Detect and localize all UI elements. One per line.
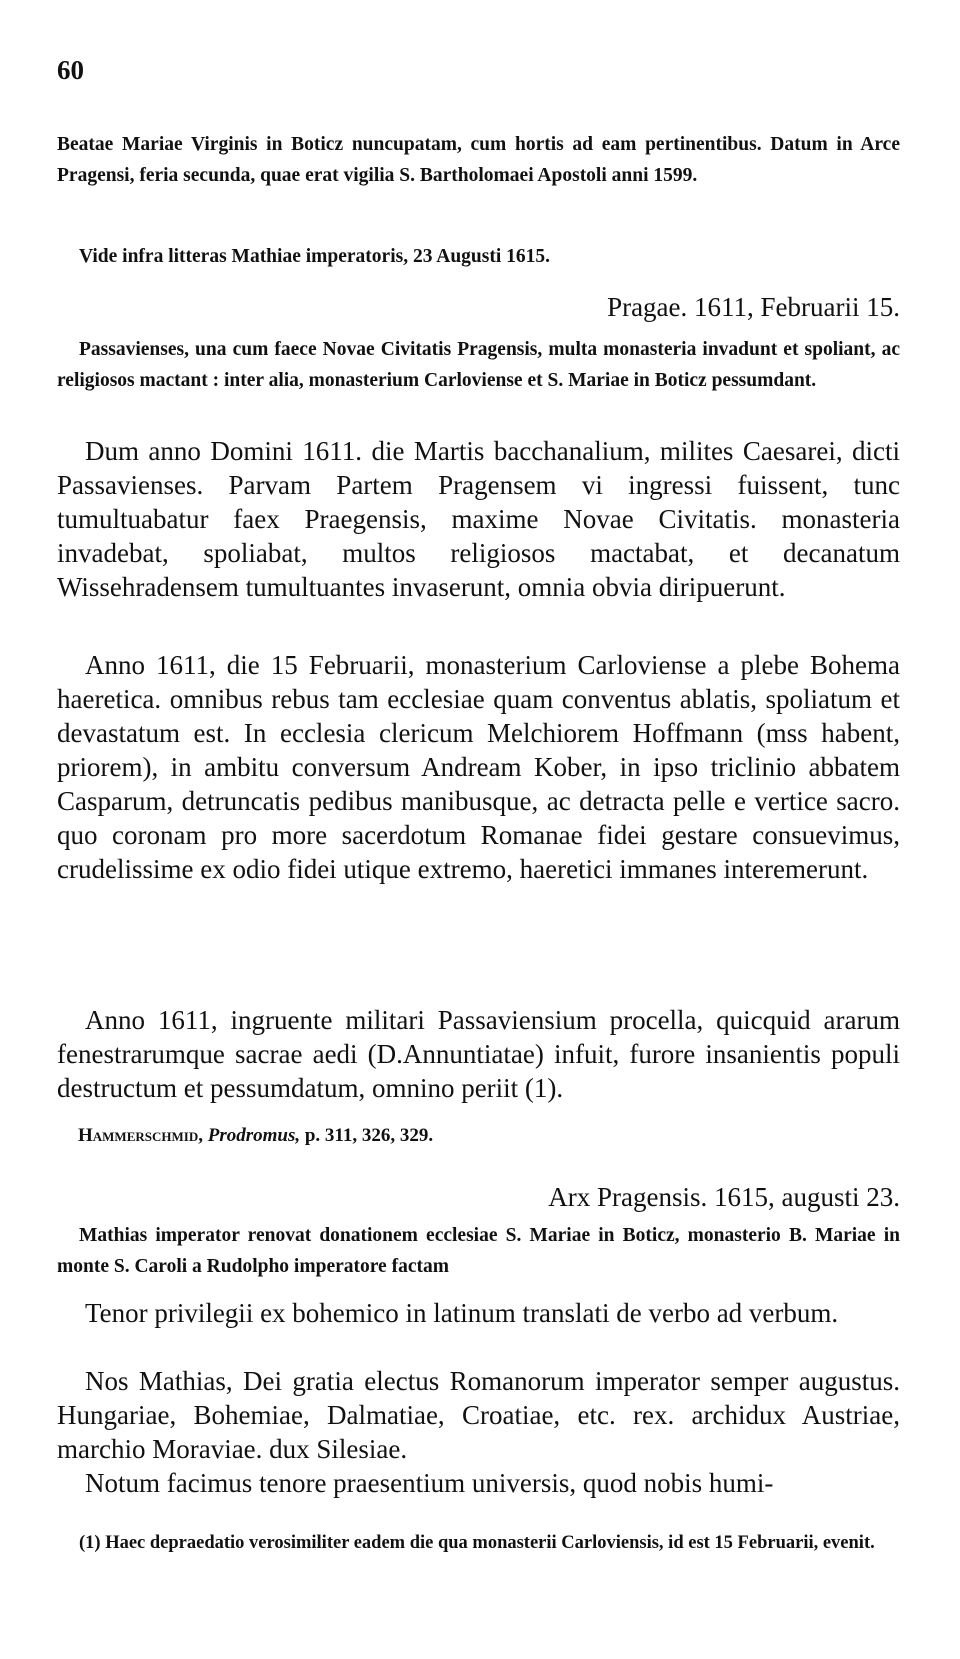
charter-text-start: Notum facimus tenore praesentium universis, quod nobis humi- bbox=[85, 1468, 774, 1498]
footnote: (1) Haec depraedatio verosimiliter eadem die qua monasterii Carloviensis, id est 15 Februarii, evenit. bbox=[79, 1533, 875, 1553]
cross-reference-note: Vide infra litteras Mathiae imperatoris, 23 Augusti 1615. bbox=[79, 246, 551, 267]
narrative-paragraph-1: Dum anno Domini 1611. die Martis bacchanalium, milites Caesarei, dicti Passavienses. Parvam Partem Pragensem vi ingressi fuissent, tunc tumultuabatur faex Praegensis, maxime Novae Civitatis. monasteria invadebat, spoliabat, multos religiosos mactabat, et decanatum Wissehradensem tumultuantes invaserunt, omnia obvia diripuerunt. bbox=[57, 436, 900, 602]
narrative-paragraph-3: Anno 1611, ingruente militari Passaviensium procella, quicquid ararum fenestrarumque sacrae aedi (D.Annuntiatae) infuit, furore insanientis populi destructum et pessumdatum, omnino periit (1). bbox=[57, 1005, 900, 1103]
citation-pages: p. 311, 326, 329. bbox=[304, 1125, 434, 1146]
source-citation bbox=[78, 1125, 433, 1147]
charter-intro: Tenor privilegii ex bohemico in latinum translati de verbo ad verbum. bbox=[85, 1298, 839, 1328]
entry-summary-1611: Passavienses, una cum faece Novae Civitatis Pragensis, multa monasteria invadunt et spoliant, ac religiosos mactant : inter alia, monasterium Carloviense et S. Mariae in Boticz pessumdant. bbox=[57, 339, 900, 391]
narrative-paragraph-2: Anno 1611, die 15 Februarii, monasterium Carloviense a plebe Bohema haeretica. omnibus rebus tam ecclesiae quam conventus ablatis, spoliatum et devastatum est. In ecclesia clericum Melchiorem Hoffmann (mss habent, priorem), in ambitu conversum Andream Kober, in ipso triclinio abbatem Casparum, detruncatis pedibus manibusque, ac detracta pelle e vertice sacro. quo coronam pro more sacerdotum Romanae fidei gestare consuevimus, crudelissime ex odio fidei utique extremo, haeretici immanes interemerunt. bbox=[57, 650, 900, 884]
entry-heading-1615: Arx Pragensis. 1615, augusti 23. bbox=[548, 1182, 900, 1212]
page-number: 60 bbox=[57, 55, 84, 85]
citation-author: Hammerschmid, bbox=[78, 1125, 203, 1146]
citation-work: Prodromus, bbox=[207, 1125, 301, 1146]
continuation-paragraph: Beatae Mariae Virginis in Boticz nuncupatam, cum hortis ad eam pertinentibus. Datum in Arce Pragensi, feria secunda, quae erat vigilia S. Bartholomaei Apostoli anni 1599. bbox=[57, 134, 900, 186]
charter-titulature: Nos Mathias, Dei gratia electus Romanorum imperator semper augustus. Hungariae, Bohemiae, Dalmatiae, Croatiae, etc. rex. archidux Austriae, marchio Moraviae. dux Silesiae. bbox=[57, 1366, 900, 1464]
entry-summary-1615: Mathias imperator renovat donationem ecclesiae S. Mariae in Boticz, monasterio B. Mariae in monte S. Caroli a Rudolpho imperatore factam bbox=[57, 1225, 900, 1277]
entry-heading-1611: Pragae. 1611, Februarii 15. bbox=[607, 292, 900, 322]
